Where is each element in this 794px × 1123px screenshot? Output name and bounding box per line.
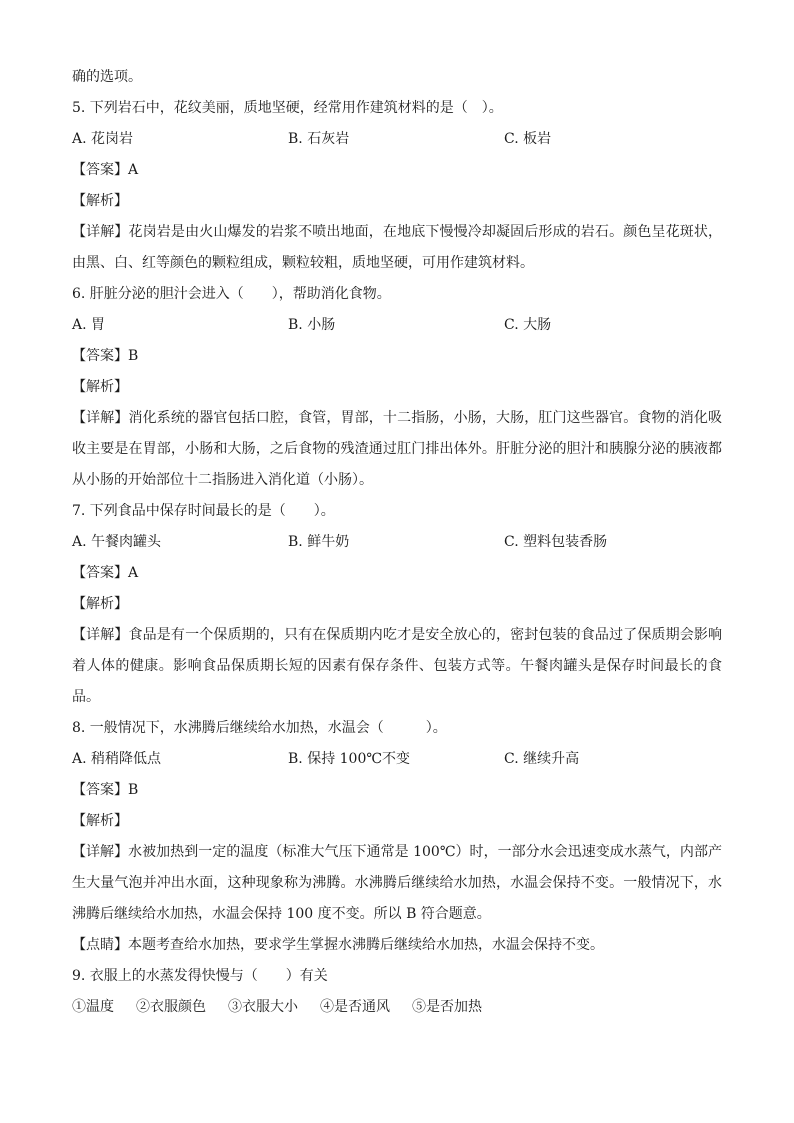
question-stem: 6. 肝脏分泌的胆汁会进入（ ），帮助消化食物。: [72, 286, 391, 302]
comment-text: 【点睛】本题考查给水加热，要求学生掌握水沸腾后继续给水加热，水温会保持不变。: [72, 937, 604, 953]
analysis-label: 【解析】: [72, 193, 128, 209]
option-a: A. 花岗岩: [72, 131, 134, 147]
option-b: B. 鲜牛奶: [288, 534, 350, 550]
factor-item: ①温度: [72, 999, 114, 1015]
option-c: C. 继续升高: [504, 751, 580, 767]
option-a: A. 午餐肉罐头: [72, 534, 162, 550]
question-9: [72, 961, 722, 1023]
option-c: C. 塑料包装香肠: [504, 534, 608, 550]
options-row: [72, 124, 722, 155]
option-a: A. 胃: [72, 317, 106, 333]
answer-label: 【答案】A: [72, 162, 139, 178]
question-8: [72, 713, 722, 961]
factor-item: ⑤是否加热: [412, 999, 482, 1015]
question-7: [72, 496, 722, 713]
factor-item: ③衣服大小: [228, 999, 298, 1015]
options-row: [72, 744, 722, 775]
factor-item: ②衣服颜色: [136, 999, 206, 1015]
factor-item: ④是否通风: [320, 999, 390, 1015]
detail-text: 【详解】花岗岩是由火山爆发的岩浆不喷出地面，在地底下慢慢冷却凝固后形成的岩石。颜色呈花斑状，由黑、白、红等颜色的颗粒组成，颗粒较粗，质地坚硬，可用作建筑材料。: [72, 224, 722, 271]
question-stem: 8. 一般情况下，水沸腾后继续给水加热，水温会（ ）。: [72, 720, 447, 736]
detail-text: 【详解】食品是有一个保质期的，只有在保质期内吃才是安全放心的，密封包装的食品过了保质期会影响着人体的健康。影响食品保质期长短的因素有保存条件、包装方式等。午餐肉罐头是保存时间最长的食品。: [72, 627, 722, 705]
option-a: A. 稍稍降低点: [72, 751, 162, 767]
analysis-label: 【解析】: [72, 596, 128, 612]
options-row: [72, 527, 722, 558]
detail-text: 【详解】水被加热到一定的温度（标准大气压下通常是 100℃）时，一部分水会迅速变成水蒸气，内部产生大量气泡并冲出水面，这种现象称为沸腾。水沸腾后继续给水加热，水温会保持不变。一般情况下，水沸腾后继续给水加热，水温会保持 100 度不变。所以 B 符合题意。: [72, 844, 722, 922]
analysis-label: 【解析】: [72, 813, 128, 829]
question-stem: 7. 下列食品中保存时间最长的是（ ）。: [72, 503, 335, 519]
answer-label: 【答案】B: [72, 348, 139, 364]
analysis-label: 【解析】: [72, 379, 128, 395]
document-page: [72, 62, 722, 1023]
option-b: B. 小肠: [288, 317, 336, 333]
option-c: C. 板岩: [504, 131, 552, 147]
factor-list: [72, 992, 722, 1023]
option-b: B. 石灰岩: [288, 131, 350, 147]
answer-label: 【答案】A: [72, 565, 139, 581]
option-b: B. 保持 100℃不变: [288, 751, 411, 767]
question-stem: 9. 衣服上的水蒸发得快慢与（ ）有关: [72, 968, 328, 984]
intro-tail: 确的选项。: [72, 69, 142, 85]
option-c: C. 大肠: [504, 317, 552, 333]
question-5: [72, 93, 722, 279]
answer-label: 【答案】B: [72, 782, 139, 798]
options-row: [72, 310, 722, 341]
question-stem: 5. 下列岩石中，花纹美丽，质地坚硬，经常用作建筑材料的是（ ）。: [72, 100, 503, 116]
question-6: [72, 279, 722, 496]
detail-text: 【详解】消化系统的器官包括口腔，食管，胃部，十二指肠，小肠，大肠，肛门这些器官。食物的消化吸收主要是在胃部，小肠和大肠，之后食物的残渣通过肛门排出体外。肝脏分泌的胆汁和胰腺分泌的胰液都从小肠的开始部位十二指肠进入消化道（小肠）。: [72, 410, 722, 488]
